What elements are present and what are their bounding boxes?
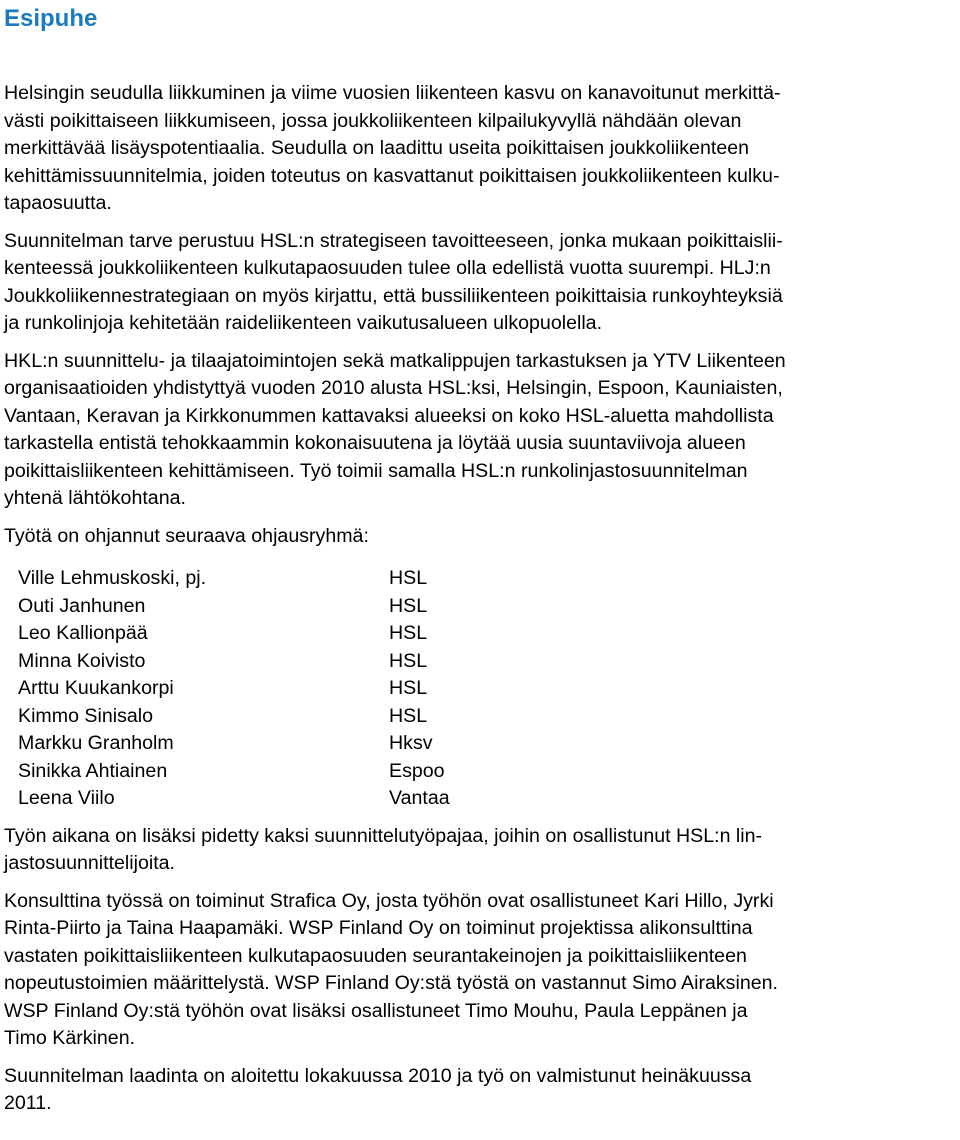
member-name: Markku Granholm [18, 732, 174, 754]
paragraph-line: kenteessä joukkoliikenteen kulkutapaosuuden tulee olla edellistä vuotta suurempi. HLJ:n [4, 257, 771, 279]
member-organisation: HSL [389, 704, 428, 727]
member-organisation: HSL [389, 567, 428, 589]
paragraph-line: Joukkoliikennestrategiaan on myös kirjattu, että bussiliikenteen poikittaisia runkoyhteyksiä [4, 284, 783, 307]
paragraph-line: HKL:n suunnittelu- ja tilaajatoimintojen sekä matkalippujen tarkastuksen ja YTV Liikenteen [4, 349, 786, 372]
list-item [18, 620, 956, 648]
list-item [18, 785, 956, 813]
member-organisation: HSL [389, 649, 428, 672]
paragraph-line: Työtä on ohjannut seuraava ohjausryhmä: [4, 524, 369, 547]
member-name: Kimmo Sinisalo [18, 704, 154, 727]
paragraph-line: Suunnitelman laadinta on aloitettu lokakuussa 2010 ja työ on valmistunut heinäkuussa [4, 1064, 752, 1087]
paragraph-line: yhtenä lähtökohtana. [4, 487, 186, 509]
paragraph-line: organisaatioiden yhdistyttyä vuoden 2010 alusta HSL:ksi, Helsingin, Espoon, Kauniaisten, [4, 377, 783, 399]
paragraph-line: Timo Kärkinen. [4, 1027, 136, 1049]
list-item [18, 703, 956, 731]
member-organisation: HSL [389, 622, 428, 644]
member-organisation: HSL [389, 677, 428, 699]
list-item [18, 758, 956, 786]
paragraph-steering-intro [4, 523, 956, 551]
document-page [4, 0, 956, 1118]
paragraph-line: västi poikittaiseen liikkumiseen, jossa joukkoliikenteen kilpailukyvyllä nähdään olevan [4, 109, 742, 132]
paragraph-intro [4, 80, 956, 218]
paragraph-line: tarkastella entistä tehokkaammin kokonaisuutena ja löytää uusia suuntaviivoja alueen [4, 432, 746, 454]
member-organisation: HSL [389, 594, 428, 617]
steering-group-list [18, 565, 956, 813]
member-name: Outi Janhunen [18, 594, 146, 617]
list-item [18, 730, 956, 758]
paragraph-workshops [4, 823, 956, 878]
member-name: Leena Viilo [18, 787, 115, 809]
paragraph-line: tapaosuutta. [4, 192, 112, 214]
member-organisation: Espoo [389, 759, 445, 782]
paragraph-schedule [4, 1063, 956, 1118]
member-name: Minna Koivisto [18, 649, 146, 672]
paragraph-line: merkittävää lisäyspotentiaalia. Seudulla on laadittu useita poikittaisen joukkoliikenteen [4, 137, 750, 159]
paragraph-line: Rinta-Piirto ja Taina Haapamäki. WSP Finland Oy on toiminut projektissa alikonsulttina [4, 917, 753, 939]
paragraph-line: nopeutustoimien määrittelystä. WSP Finland Oy:stä työstä on vastannut Simo Airaksinen. [4, 972, 778, 994]
paragraph-line: jastosuunnittelijoita. [4, 852, 176, 874]
member-organisation: Hksv [389, 732, 433, 754]
paragraph-line: kehittämissuunnitelmia, joiden toteutus on kasvattanut poikittaisen joukkoliikenteen kulku- [4, 164, 780, 187]
paragraph-line: WSP Finland Oy:stä työhön ovat lisäksi osallistuneet Timo Mouhu, Paula Leppänen ja [4, 999, 748, 1022]
member-name: Leo Kallionpää [18, 622, 148, 644]
list-item [18, 648, 956, 676]
paragraph-line: Helsingin seudulla liikkuminen ja viime vuosien liikenteen kasvu on kanavoitunut merkittä- [4, 82, 781, 104]
paragraph-need [4, 228, 956, 338]
page-title: Esipuhe [4, 5, 98, 32]
member-organisation: Vantaa [389, 787, 450, 809]
paragraph-line: Konsulttina työssä on toiminut Strafica Oy, josta työhön ovat osallistuneet Kari Hillo, Jyrki [4, 889, 774, 912]
list-item [18, 675, 956, 703]
paragraph-line: Vantaan, Keravan ja Kirkkonummen kattavaksi alueeksi on koko HSL-aluetta mahdollista [4, 404, 774, 427]
paragraph-organisation [4, 348, 956, 513]
member-name: Sinikka Ahtiainen [18, 759, 168, 782]
paragraph-line: Työn aikana on lisäksi pidetty kaksi suunnittelutyöpajaa, joihin on osallistunut HSL:n lin- [4, 824, 763, 847]
paragraph-line: 2011. [4, 1092, 52, 1114]
paragraph-line: vastaten poikittaisliikenteen kulkutapaosuuden seurantakeinojen ja poikittaisliikenteen [4, 944, 747, 967]
member-name: Arttu Kuukankorpi [18, 677, 174, 699]
paragraph-consultants [4, 888, 956, 1053]
paragraph-line: ja runkolinjoja kehitetään raideliikenteen vaikutusalueen ulkopuolella. [4, 312, 603, 334]
list-item [18, 565, 956, 593]
member-name: Ville Lehmuskoski, pj. [18, 567, 207, 589]
paragraph-line: Suunnitelman tarve perustuu HSL:n strategiseen tavoitteeseen, jonka mukaan poikittaislii- [4, 229, 783, 252]
paragraph-line: poikittaisliikenteen kehittämiseen. Työ toimii samalla HSL:n runkolinjastosuunnitelman [4, 459, 748, 482]
list-item [18, 593, 956, 621]
